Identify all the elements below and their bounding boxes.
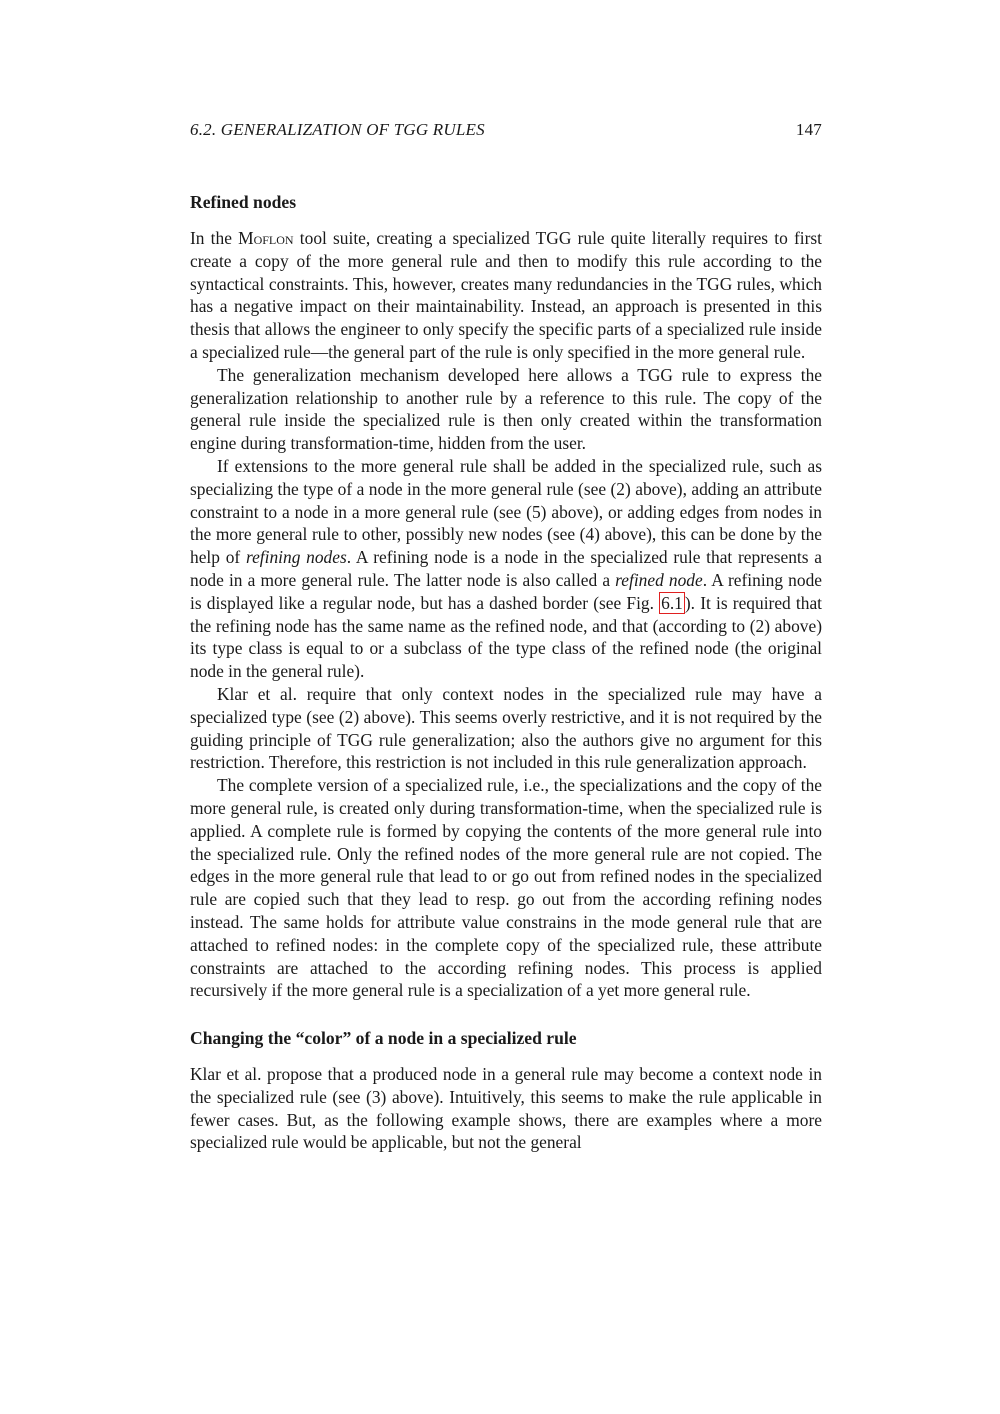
text-run: If extensions to the more general rule shall be added in the specialized rule, such as specializing the type of a node in the more general rule (see (2) above), adding an attribute constraint to a node in a more general rule (see (5) above), or adding edges from nodes in the more general rule to other, possibly new nodes (see (4) above), this can be done by the help of bbox=[190, 455, 822, 568]
paragraph: Klar et al. propose that a produced node in a general rule may become a context node in the specialized rule (see (3) above). Intuitively, this seems to make the rule applicable in fewer cases. But, as the following example shows, there are examples where a more specialized rule would be applicable, but not the general bbox=[190, 1064, 822, 1153]
section-title: 6.2. GENERALIZATION OF TGG RULES bbox=[190, 120, 485, 139]
text-run: . A refining node is displayed like a regular node, but has a dashed border (see Fig. bbox=[190, 569, 822, 613]
figure-reference-link[interactable]: 6.1 bbox=[661, 592, 683, 613]
text-run: In the bbox=[190, 228, 239, 248]
paragraph: The complete version of a specialized rule, i.e., the specializations and the copy of the more general rule, is created only during transformation-time, when the specialized rule is applied. A complete rule is formed by copying the contents of the more general rule into the specialized rule. Only the refined nodes of the more general rule are not copied. The edges in the more general rule that lead to or go out from refined nodes in the specialized rule are copied such that they lead to resp. go out from the according refining nodes instead. The same holds for attribute value constrains in the mode general rule that are attached to refined nodes: in the complete copy of the specialized rule, these attribute constraints are attached to the according refining nodes. This process is applied recursively if the more general rule is a specialization of a yet more general rule. bbox=[190, 775, 822, 1001]
section-heading-changing-color: Changing the “color” of a node in a specialized rule bbox=[190, 1028, 577, 1049]
tool-name: Moflon bbox=[238, 228, 294, 248]
text-run: tool suite, creating a specialized TGG rule quite literally requires to first create a copy of the more general rule and then to modify this rule according to the syntactical constraints. This, however, creates many redundancies in the TGG rules, which has a negative impact on their maintainability. Instead, an approach is presented in this thesis that allows the engineer to only specify the specific parts of a specialized rule inside a specialized rule—the general part of the rule is only specified in the more general rule. bbox=[190, 228, 822, 362]
paragraph: Klar et al. require that only context nodes in the specialized rule may have a specialized type (see (2) above). This seems overly restrictive, and it is not required by the guiding principle of TGG rule generalization; also the authors give no argument for this restriction. Therefore, this restriction is not included in this rule generalization approach. bbox=[190, 683, 822, 773]
paragraph: The generalization mechanism developed here allows a TGG rule to express the generalization relationship to another rule by a reference to this rule. The copy of the general rule inside the specialized rule is then only created within the transformation engine during transformation-time, hidden from the user. bbox=[190, 364, 822, 454]
running-header bbox=[190, 120, 822, 140]
section-heading-refined-nodes: Refined nodes bbox=[190, 192, 297, 212]
text-run: . A refining node is a node in the specialized rule that represents a node in a more general rule. The latter node is also called a bbox=[190, 547, 823, 590]
text-run: ). It is required that the refining node has the same name as the refined node, and that (according to (2) above) its type class is equal to or a subclass of the type class of the refined node (the original node in the general rule). bbox=[190, 592, 822, 682]
paragraph bbox=[190, 455, 822, 683]
emphasis-term: refining nodes bbox=[245, 547, 347, 568]
page-number: 147 bbox=[795, 120, 822, 139]
emphasis-term: refined node bbox=[615, 569, 703, 590]
paragraph bbox=[190, 227, 822, 364]
body-text bbox=[190, 190, 822, 1154]
